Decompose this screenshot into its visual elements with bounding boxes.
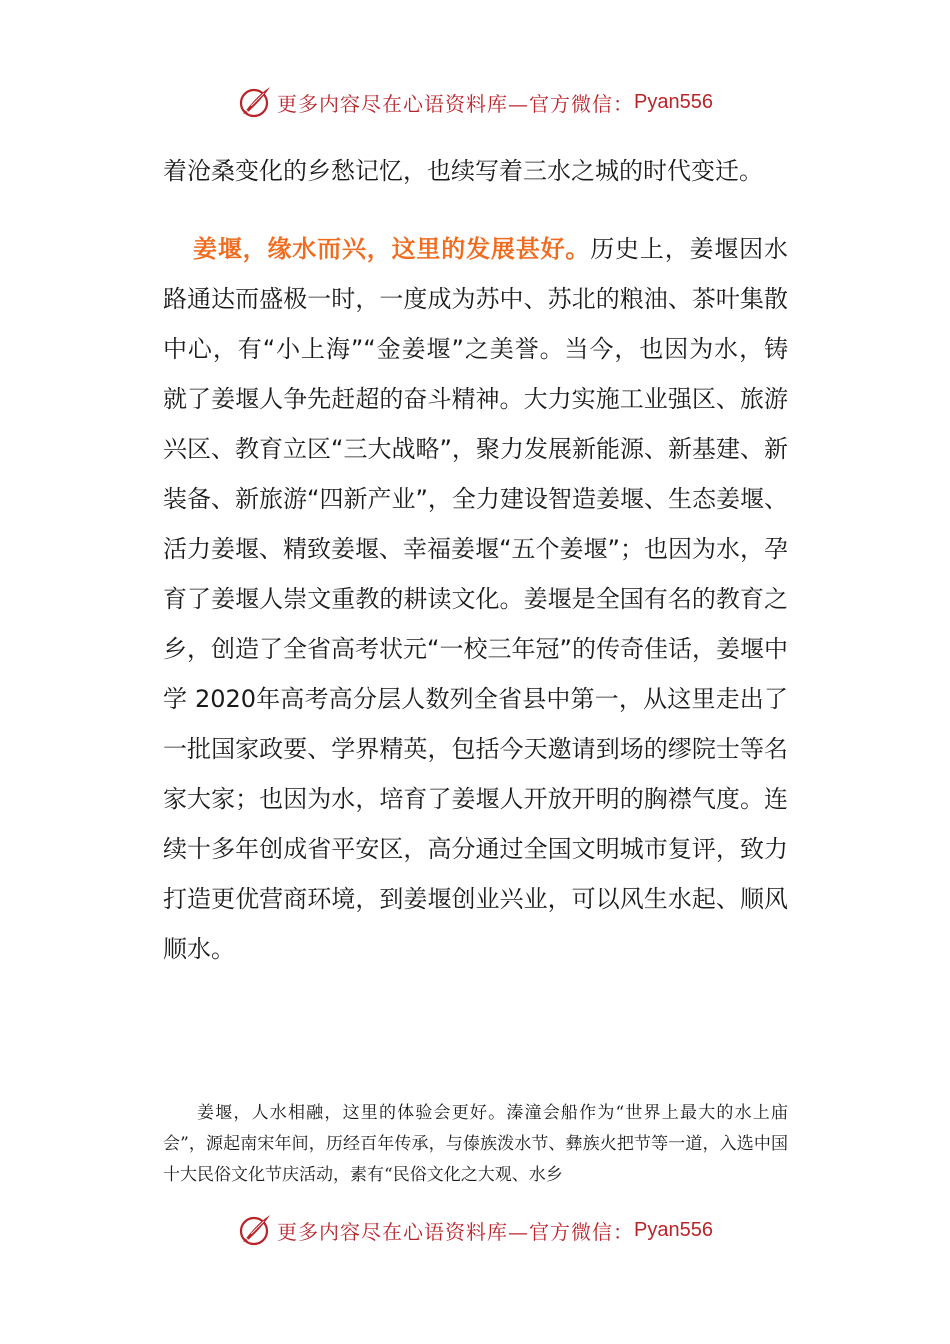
paragraph-3: 姜堰，人水相融，这里的体验会更好。溱潼会船作为“世界上最大的水上庙会”，源起南宋年间，历经百年传承，与傣族泼水节、彝族火把节等一道，入选中国十大民俗文化节庆活动，素有“民俗文化之大观、水乡 (163, 1103, 788, 1185)
banner-wechat-id: Pyan556 (634, 90, 713, 113)
header-banner (0, 82, 950, 122)
quill-logo-icon (237, 84, 273, 120)
banner-wechat-id: Pyan556 (634, 1218, 713, 1241)
banner-text: 更多内容尽在心语资料库—官方微信： (277, 1219, 635, 1244)
banner-text: 更多内容尽在心语资料库—官方微信： (277, 91, 635, 116)
paragraph-2-highlight: 姜堰，缘水而兴，这里的发展甚好。 (193, 235, 591, 263)
paragraph-2-text: 历史上，姜堰因水路通达而盛极一时，一度成为苏中、苏北的粮油、茶叶集散中心，有“小上海”“金姜堰”之美誉。当今，也因为水，铸就了姜堰人争先赶超的奋斗精神。大力实施工业强区、旅游兴区、教育立区“三大战略”，聚力发展新能源、新基建、新装备、新旅游“四新产业”，全力建设智造姜堰、生态姜堰、活力姜堰、精致姜堰、幸福姜堰“五个姜堰”；也因为水，孕育了姜堰人崇文重教的耕读文化。姜堰是全国有名的教育之乡，创造了全省高考状元“一校三年冠”的传奇佳话，姜堰中学 2020年高考高分层人数列全省县中第一，从这里走出了一批国家政要、学界精英，包括今天邀请到场的缪院士等名家大家；也因为水，培育了姜堰人开放开明的胸襟气度。连续十多年创成省平安区，高分通过全国文明城市复评，致力打造更优营商环境，到姜堰创业兴业，可以风生水起、顺风顺水。 (163, 235, 789, 963)
quill-logo-icon (237, 1212, 273, 1248)
paragraph-2 (163, 224, 788, 974)
footer-banner (0, 1210, 950, 1250)
main-content (163, 146, 788, 974)
paragraph-1: 着沧桑变化的乡愁记忆，也续写着三水之城的时代变迁。 (163, 157, 763, 185)
